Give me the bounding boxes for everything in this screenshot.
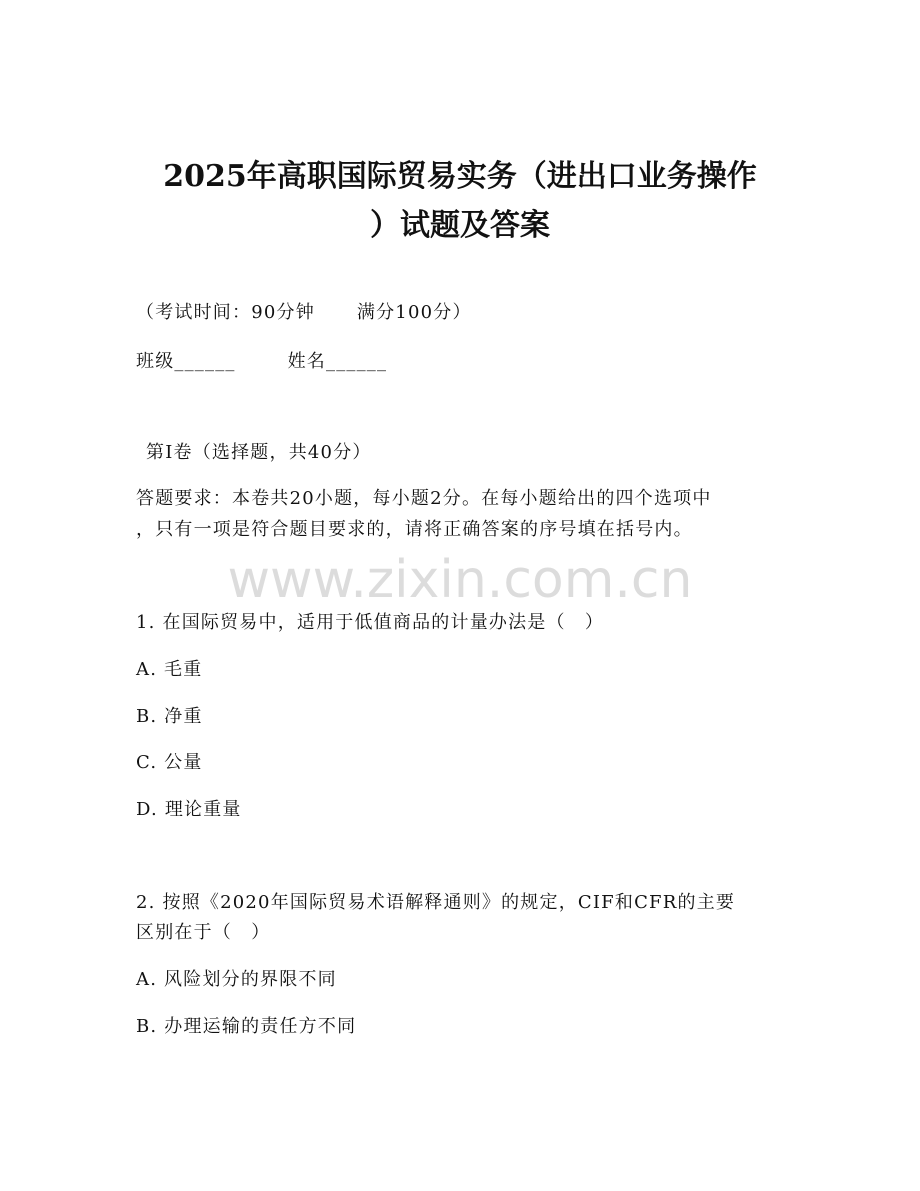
- watermark-text: www.zixin.com.cn: [227, 550, 693, 610]
- document-title-line-1: 2025年高职国际贸易实务（进出口业务操作: [163, 159, 757, 194]
- question-1-option-d: D. 理论重量: [136, 799, 242, 820]
- question-2-stem-line-1: 2. 按照《2020年国际贸易术语解释通则》的规定，CIF和CFR的主要: [136, 892, 736, 913]
- question-1-option-b: B. 净重: [136, 706, 203, 727]
- exam-score: 满分100分）: [356, 302, 472, 323]
- exam-time: （考试时间：90分钟: [136, 302, 315, 323]
- question-2-stem-line-2: 区别在于（ ）: [136, 922, 271, 943]
- question-1-option-c: C. 公量: [136, 752, 203, 773]
- question-2-option-a: A. 风险划分的界限不同: [136, 969, 337, 990]
- question-1-stem: 1. 在国际贸易中，适用于低值商品的计量办法是（ ）: [136, 612, 605, 633]
- student-info: [136, 351, 387, 373]
- document-title-line-2: ）试题及答案: [370, 208, 550, 243]
- section-heading: 第Ⅰ卷（选择题，共40分）: [146, 442, 372, 463]
- name-field-label: 姓名______: [287, 351, 388, 372]
- question-1-option-a: A. 毛重: [136, 659, 203, 680]
- class-field-label: 班级______: [136, 351, 236, 372]
- exam-info: [136, 302, 472, 324]
- section-instructions-line-2: ，只有一项是符合题目要求的，请将正确答案的序号填在括号内。: [136, 519, 693, 540]
- question-2-option-b: B. 办理运输的责任方不同: [136, 1016, 357, 1037]
- section-instructions-line-1: 答题要求：本卷共20小题，每小题2分。在每小题给出的四个选项中: [136, 488, 712, 509]
